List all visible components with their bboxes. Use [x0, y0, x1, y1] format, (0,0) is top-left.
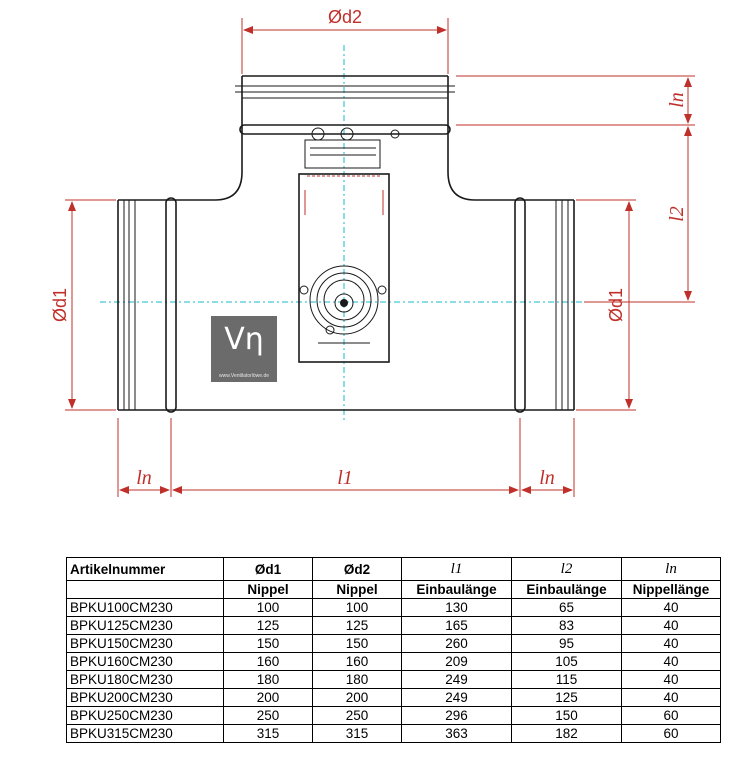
label-d2: Ød2	[327, 7, 363, 27]
label-ln-left: ln	[136, 467, 152, 489]
label-l1: l1	[337, 467, 353, 489]
table-cell: Nippellänge	[622, 581, 721, 599]
label-ln-top: ln	[666, 92, 688, 108]
dim-d1-left	[50, 200, 116, 410]
dim-ln-top	[456, 76, 695, 125]
table-header-row	[67, 558, 721, 581]
label-l2: l2	[666, 206, 688, 222]
table-row	[67, 707, 721, 725]
table-row	[67, 689, 721, 707]
table-cell: 160	[224, 653, 313, 671]
table-cell: 249	[402, 671, 512, 689]
table-cell: 182	[512, 725, 622, 743]
dim-ln-left	[120, 467, 169, 490]
dim-d1-right	[576, 200, 636, 410]
logo-url: www.Ventilatorlöwe.de	[218, 373, 270, 379]
right-nipple	[515, 198, 574, 412]
table-row	[67, 725, 721, 743]
table-cell: BPKU250CM230	[67, 707, 224, 725]
label-d1-left: Ød1	[50, 287, 70, 323]
table-cell: 65	[512, 599, 622, 617]
spec-table	[66, 557, 721, 743]
table-cell: 40	[622, 617, 721, 635]
damper-actuator	[299, 128, 399, 362]
table-cell: BPKU125CM230	[67, 617, 224, 635]
dim-l1	[173, 467, 518, 490]
table-cell: 100	[313, 599, 402, 617]
table-cell: BPKU150CM230	[67, 635, 224, 653]
table-cell: 250	[224, 707, 313, 725]
table-cell: 115	[512, 671, 622, 689]
table-cell: 60	[622, 707, 721, 725]
table-cell: 180	[224, 671, 313, 689]
label-ln-right: ln	[539, 467, 555, 489]
table-cell: 40	[622, 671, 721, 689]
table-cell: 250	[313, 707, 402, 725]
table-cell: 180	[313, 671, 402, 689]
table-cell: 200	[313, 689, 402, 707]
table-subheader-row	[67, 581, 721, 599]
table-cell: 83	[512, 617, 622, 635]
table-cell: Nippel	[224, 581, 313, 599]
table-cell	[67, 581, 224, 599]
table-row	[67, 635, 721, 653]
table-cell: 296	[402, 707, 512, 725]
table-cell: l2	[512, 558, 622, 581]
table-cell: Einbaulänge	[402, 581, 512, 599]
table-cell: BPKU160CM230	[67, 653, 224, 671]
left-nipple	[118, 198, 176, 412]
label-d1-right: Ød1	[606, 287, 626, 323]
top-nipple	[235, 76, 455, 134]
table-cell: 150	[512, 707, 622, 725]
table-cell: 165	[402, 617, 512, 635]
table-cell: 40	[622, 599, 721, 617]
table-cell: BPKU200CM230	[67, 689, 224, 707]
table-cell: 60	[622, 725, 721, 743]
table-cell: 150	[224, 635, 313, 653]
table-row	[67, 599, 721, 617]
tee-body-outline	[118, 130, 574, 410]
table-cell: 40	[622, 635, 721, 653]
table-cell: 95	[512, 635, 622, 653]
dim-ln-right	[522, 467, 572, 490]
table-cell: Nippel	[313, 581, 402, 599]
table-cell: 100	[224, 599, 313, 617]
table-cell: 160	[313, 653, 402, 671]
table-cell: 105	[512, 653, 622, 671]
table-cell: 40	[622, 689, 721, 707]
table-cell: BPKU180CM230	[67, 671, 224, 689]
table-cell: ln	[622, 558, 721, 581]
table-cell: BPKU315CM230	[67, 725, 224, 743]
table-row	[67, 653, 721, 671]
table-cell: 200	[224, 689, 313, 707]
table-cell: Ød1	[224, 558, 313, 581]
table-cell: 249	[402, 689, 512, 707]
table-cell: 130	[402, 599, 512, 617]
table-cell: 125	[224, 617, 313, 635]
table-cell: Artikelnummer	[67, 558, 224, 581]
table-cell: 315	[313, 725, 402, 743]
table-cell: 125	[313, 617, 402, 635]
logo-mark: Vη	[224, 322, 264, 357]
table-cell: 260	[402, 635, 512, 653]
dim-d2	[242, 7, 448, 74]
table-cell: 125	[512, 689, 622, 707]
table-cell: 363	[402, 725, 512, 743]
table-cell: 315	[224, 725, 313, 743]
table-cell: 209	[402, 653, 512, 671]
table-cell: 150	[313, 635, 402, 653]
table-cell: Ød2	[313, 558, 402, 581]
brand-logo	[211, 316, 277, 382]
table-cell: l1	[402, 558, 512, 581]
table-row	[67, 617, 721, 635]
dim-l2	[584, 127, 695, 302]
table-cell: BPKU100CM230	[67, 599, 224, 617]
table-cell: Einbaulänge	[512, 581, 622, 599]
table-row	[67, 671, 721, 689]
table-cell: 40	[622, 653, 721, 671]
